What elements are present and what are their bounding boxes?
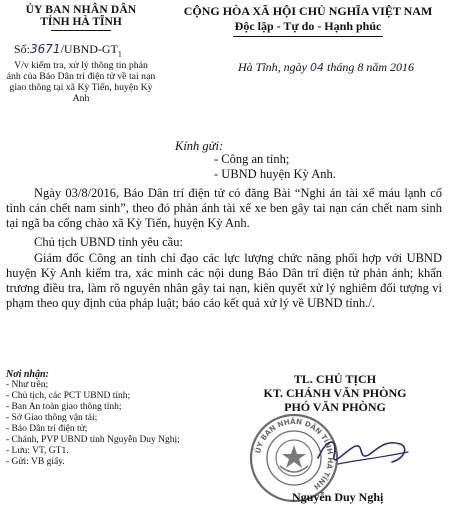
distribution-item: - Báo Dân trí điện tử; [6,424,88,434]
distribution-item: - Ban An toàn giao thông tỉnh; [6,402,122,412]
signature-title-3: PHÓ VĂN PHÒNG [284,400,386,414]
document-subject: V/v kiểm tra, xử lý thông tin phản ánh của Báo Dân trí điện tử về tai nạn giao thông tại xã Kỳ Tiến, huyện Kỳ Anh [6,60,156,104]
issue-date [238,60,414,75]
distribution-item: - Sở Giao thông vận tải; [6,413,98,423]
recipients-label: Kính gửi: [175,139,224,153]
signature-title-2: KT. CHÁNH VĂN PHÒNG [263,386,407,400]
country-name: CỘNG HÒA XÃ HỘI CHỦ NGHĨA VIỆT NAM [183,4,433,18]
distribution-title: Nơi nhận: [6,369,49,380]
body-paragraph-2: Chủ tịch UBND tỉnh yêu cầu: [34,235,183,249]
document-number [14,42,122,58]
distribution-item: - Chánh, PVP UBND tỉnh Nguyễn Duy Nghị; [6,435,180,445]
distribution-item: - Lưu: VT, GT1. [6,446,69,456]
distribution-item: - Chủ tịch, các PCT UBND tỉnh; [6,391,131,401]
national-motto: Độc lập - Tự do - Hạnh phúc [234,19,382,33]
distribution-item: - Như trên; [6,380,49,390]
signer-name: Nguyễn Duy Nghị [292,490,384,504]
date-day-handwritten: 04 [310,61,324,74]
date-month-year: tháng 8 năm 2016 [327,60,414,74]
org-province: TỈNH HÀ TĨNH [40,16,122,28]
doc-number-handwritten: 3671 [30,42,61,56]
signature-block [230,372,440,414]
distribution-item: - Gửi: VB giấy. [6,457,65,467]
doc-number-prefix: Số: [14,42,31,56]
date-prefix: Hà Tĩnh, ngày [238,60,307,74]
header-left-rule [51,30,111,31]
body-paragraph-3: Giám đốc Công an tỉnh chỉ đạo các lực lượng chức năng phối hợp với UBND huyện Kỳ Anh kiểm tra, xác minh các nội dung Báo Dân trí điện tử phản ánh; khẩn trương điều tra, làm rõ nguyên nhân gây tai nạn, kiên quyết xử lý nghiêm đối tượng vi phạm theo quy định của pháp luật; báo cáo kết quả xử lý về UBND tỉnh./. [6,251,442,310]
distribution-list [6,369,216,468]
recipients-list [214,152,336,182]
doc-number-suffix-sub: 1 [117,49,122,59]
body-paragraph-1: Ngày 03/8/2016, Báo Dân trí điện tử có đăng Bài “Nghi án tài xế máu lạnh cố tình cán chết nam sinh”, theo đó phản ánh tài xế xe ben gây tai nạn cán chết nam sinh tại ngã ba cổng chào xã Kỳ Tiến, huyện Kỳ Anh. [6,186,442,230]
header-right-rule [233,36,383,37]
recipient-item: - Công an tỉnh; [214,152,290,166]
org-name: ỦY BAN NHÂN DÂN [25,4,137,16]
issuing-authority [6,4,156,31]
handwritten-signature [308,428,418,478]
recipient-item: - UBND huyện Kỳ Anh. [214,167,336,181]
national-header [168,4,448,37]
doc-number-suffix: /UBND-GT [60,42,118,56]
stamp-text: ỦY BAN NHÂN DÂN TỈNH HÀ TĨNH [253,416,336,492]
signature-title-1: TL. CHỦ TỊCH [293,372,377,386]
